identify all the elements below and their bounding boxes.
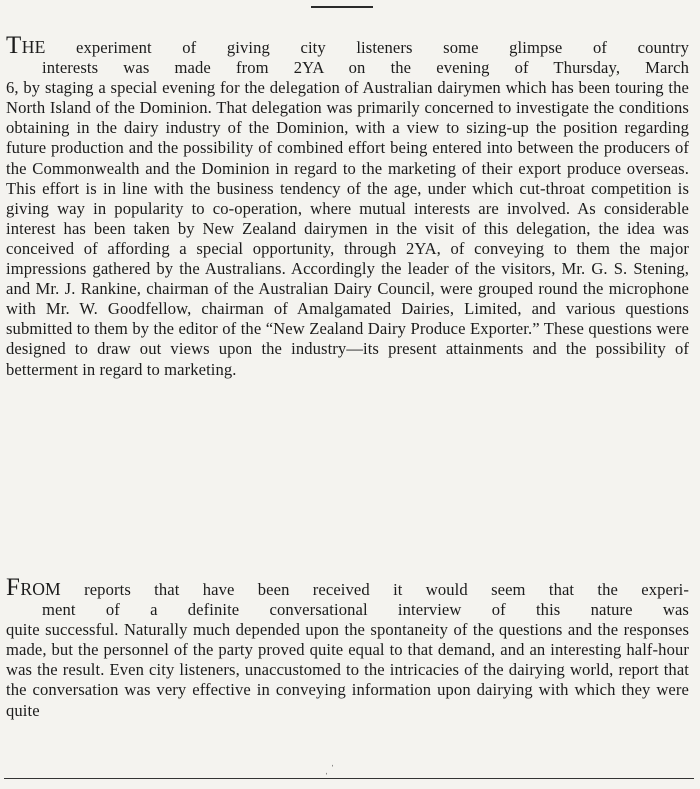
paragraph-2-body: quite successful. Naturally much depended upon the spontaneity of the questions and the responses made, but the personnel of the party proved quite equal to that demand, and an interesting half-hour was the result. Even city listeners, unaccustomed to the intricacies of the dairying world, report that the conversation was very effective in conveying information upon dairying with which they were quite [6, 620, 689, 720]
lead-in-smallcaps: ROM [20, 579, 61, 599]
bottom-page-rule [4, 778, 694, 779]
paragraph-1-line-1: experiment of giving city listeners some glimpse of country [76, 38, 689, 57]
article-paragraph-2 [6, 574, 689, 721]
drop-cap-letter: T [6, 32, 22, 59]
paragraph-1-line-2: interests was made from 2YA on the evening of Thursday, March [42, 58, 689, 78]
print-speck: ˌ ˈ [325, 764, 335, 775]
paragraph-2-first-line [6, 574, 689, 601]
paragraph-1-body: 6, by staging a special evening for the delegation of Australian dairymen which has been touring the North Island of the Dominion. That delegation was primarily concerned to investigate the conditions obtaining in the dairy industry of the Dominion, with a view to sizing-up the position regarding future production and the possibility of combined effort being entered into between the producers of the Commonwealth and the Dominion in regard to the marketing of their export produce overseas. This effort is in line with the business tendency of the age, under which cut-throat competition is giving way in popularity to co-operation, where mutual interests are involved. As considerable interest has been taken by New Zealand dairymen in the visit of this delegation, the idea was conceived of affording a special opportunity, through 2YA, of conveying to them the major impressions gathered by the Australians. Accordingly the leader of the visitors, Mr. G. S. Stening, and Mr. J. Rankine, chairman of the Australian Dairy Council, were grouped round the microphone with Mr. W. Goodfellow, chairman of Amalgamated Dairies, Limited, and various questions submitted to them by the editor of the “New Zealand Dairy Produce Exporter.” These questions were designed to draw out views upon the industry—its present attainments and the possibility of betterment in regard to marketing. [6, 78, 689, 379]
paragraph-2-line-1: reports that have been received it would seem that the experi- [84, 580, 689, 599]
drop-cap-letter: F [6, 574, 21, 601]
article-paragraph-1 [6, 32, 689, 380]
paragraph-1-first-line [6, 32, 689, 59]
paragraph-2-line-2: ment of a definite conversational interview of this nature was [42, 600, 689, 620]
top-divider-rule [311, 6, 373, 8]
lead-in-smallcaps: HE [21, 37, 46, 57]
